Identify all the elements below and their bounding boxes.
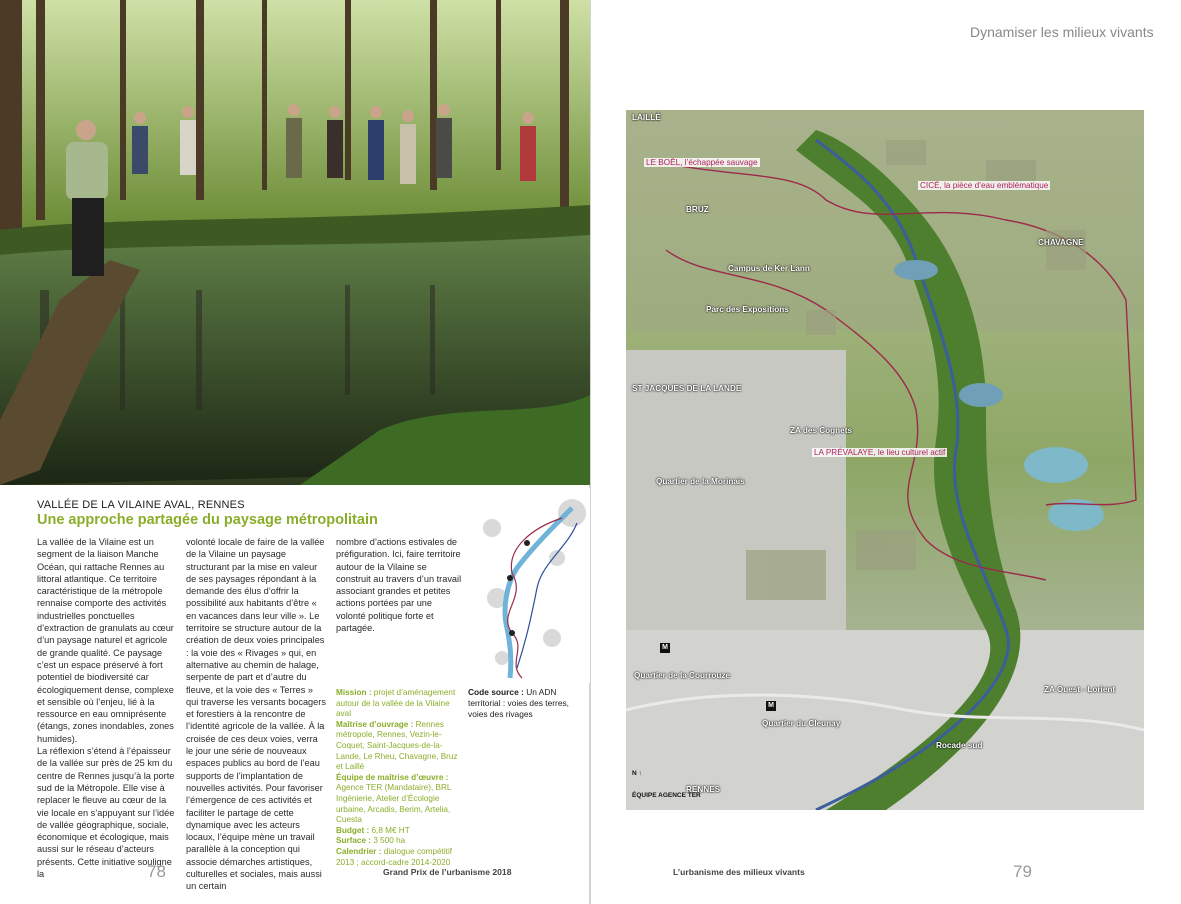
vilaine-sketch-map <box>472 488 590 683</box>
fact-line: Mission : projet d’aménagement autour de la vallée de la Vilaine aval <box>336 688 456 719</box>
map-credit: ÉQUIPE AGENCE TER <box>632 792 701 799</box>
running-footer-right: L’urbanisme des milieux vivants <box>673 867 805 877</box>
aerial-map <box>626 110 1144 810</box>
map-label: RENNES <box>686 785 721 794</box>
fact-line: Calendrier : dialogue compétitif 2013 ; accord-cadre 2014-2020 <box>336 846 453 867</box>
territory-diagram <box>472 488 590 683</box>
metro-icon: M <box>766 701 776 711</box>
map-label: ZA des Cognets <box>790 426 853 435</box>
diagram-caption: Code source : Un ADN territorial : voies des terres, voies des rivages <box>468 687 569 719</box>
map-label: Quartier de la Courrouze <box>634 671 730 680</box>
fact-line: Équipe de maîtrise d’œuvre : Agence TER (Mandataire), BRL Ingénierie, Atelier d’Écologie urbaine, Arcadis, Berim, Artelia, Cuesta <box>336 772 452 825</box>
map-note: LA PRÉVALAYE, le lieu culturel actif <box>814 448 946 457</box>
paragraph: La vallée de la Vilaine est un segment de la liaison Manche Océan, qui rattache Rennes au littoral atlantique. Ce territoire caractéristique de la métropole rennaise comporte des activités industrielles ponctuelles d’extraction de granulats au cœur d’un paysage naturel et agricole de grande qualité. Ce paysage c’est un espace préservé à fort potentiel de biodiversité car écologiquement dense, complexe et sensible où l’enjeu, lié à la ressource en eau omniprésente (étangs, zones inondables, zones humides). <box>37 537 174 744</box>
hero-photo <box>0 0 590 485</box>
map-note: CICÉ, la pièce d’eau emblématique <box>920 181 1049 190</box>
project-facts <box>336 688 464 868</box>
article-kicker: VALLÉE DE LA VILAINE AVAL, RENNES <box>37 499 245 511</box>
map-label: Parc des Expositions <box>706 305 789 314</box>
map-label: ZA Ouest - Lorient <box>1044 685 1116 694</box>
aerial-photo <box>626 110 1144 810</box>
running-footer-left: Grand Prix de l’urbanisme 2018 <box>383 867 512 877</box>
fact-line: Surface : 3 500 ha <box>336 836 406 846</box>
paragraph: La réflexion s’étend à l’épaisseur de la vallée sur près de 25 km du centre de Rennes jusqu’à la porte sud de la Métropole. Elle vise à replacer le fleuve au cœur de la vie locale en s’appuyant sur l’idée de vallée géographique, sociale, économique et écologique, mais aussi sur le réseau d’acteurs présents. Cette initiative souligne la <box>37 746 175 880</box>
map-label: Campus de Ker Lann <box>728 264 810 273</box>
map-label: Rocade sud <box>936 741 983 750</box>
text-column-1 <box>37 536 177 880</box>
paragraph: nombre d’actions estivales de préfiguration. Ici, faire territoire autour de la Vilaine se construit au travers d’un travail associant grandes et petites actions portées par une volonté politique forte et partagée. <box>336 537 462 634</box>
text-column-3 <box>336 536 464 634</box>
north-arrow-icon: N ↑ <box>632 770 642 777</box>
map-label: Quartier de la Morinais <box>656 477 745 486</box>
map-note: LE BOËL, l’échappée sauvage <box>646 158 758 167</box>
forest-walk-photo <box>0 0 590 485</box>
fact-line: Budget : 6,8 M€ HT <box>336 825 410 835</box>
section-title: Dynamiser les milieux vivants <box>970 24 1154 40</box>
article-headline: Une approche partagée du paysage métropolitain <box>37 512 378 528</box>
fact-line: Maîtrise d’ouvrage : Rennes métropole, Rennes, Vezin-le-Coquet, Saint-Jacques-de-la-Lande, Le Rheu, Chavagne, Bruz et Laillé <box>336 719 458 772</box>
page-number-left: 78 <box>147 862 166 881</box>
metro-icon: M <box>660 643 670 653</box>
map-label: BRUZ <box>686 205 709 214</box>
paragraph: volonté locale de faire de la vallée de la Vilaine un paysage structurant par la mise en valeur de ses paysages répondant à la demande des élus d’offrir la possibilité aux habitants d’être « en vacances dans leur ville ». Le territoire se structure autour de la création de deux voies principales : la voie des « Rivages » qui, en alternative au chemin de halage, serpente de part et d’autre du fleuve, et la voie des « Terres » qui traverse les versants bocagers et forestiers à la rencontre de l’identité agricole de la vallée. À la croisée de ces deux voies, verra le jour une série de nouveaux espaces publics au bord de l’eau supports de l’implantation de nouvelles activités. Pour favoriser l’émergence de ces activités et faciliter le partage de cette dynamique avec les acteurs locaux, l’équipe mène un travail parallèle à la conception qui associe démarches artistiques, culturelles et sociales, mais aussi un certain <box>186 537 326 892</box>
map-label: Quartier du Cleunay <box>762 719 841 728</box>
text-column-2 <box>186 536 326 893</box>
map-label: LAILLÉ <box>632 113 661 122</box>
map-label: CHAVAGNE <box>1038 238 1084 247</box>
map-label: ST JACQUES DE LA LANDE <box>632 384 742 393</box>
page-number-right: 79 <box>1013 862 1032 881</box>
